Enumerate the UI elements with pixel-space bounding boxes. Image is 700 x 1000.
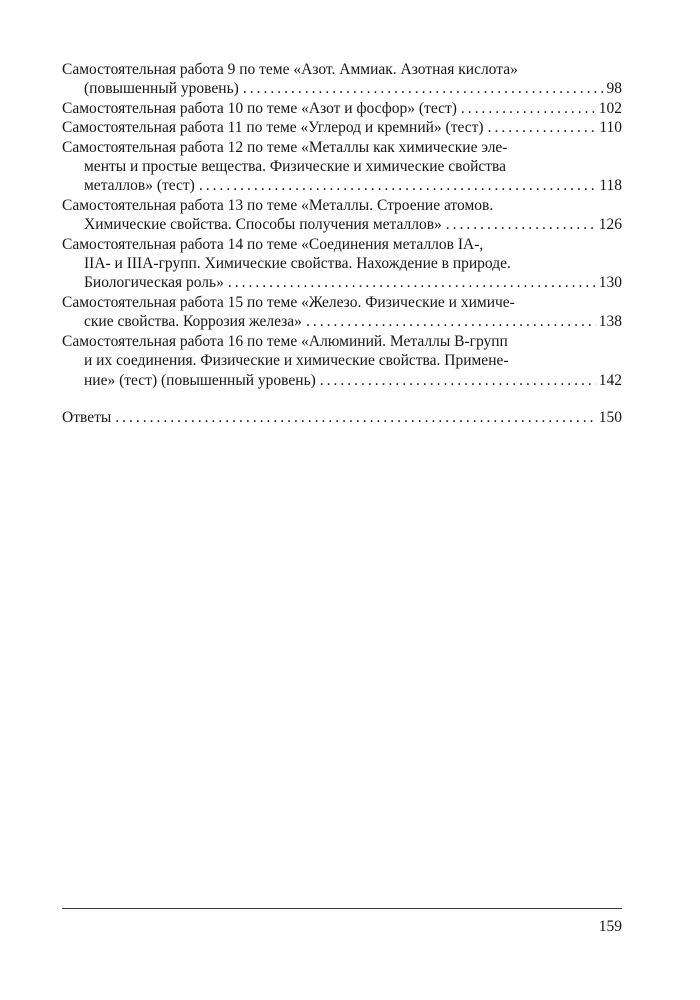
toc-page-number: 130	[598, 274, 622, 292]
toc-page-number: 150	[598, 408, 622, 426]
toc-page-number: 126	[598, 216, 622, 234]
toc-entry-text: Самостоятельная работа 13 по теме «Металлы. Строение атомов.	[62, 196, 494, 214]
toc-entry-text: Самостоятельная работа 10 по теме «Азот и фосфор» (тест)	[62, 99, 457, 117]
toc-line	[62, 351, 622, 370]
toc-entry	[62, 138, 622, 196]
dot-leader	[446, 215, 596, 234]
toc-entry	[62, 332, 622, 390]
toc-page-number: 102	[598, 99, 622, 117]
toc-line	[62, 408, 622, 427]
page-footer	[62, 908, 622, 936]
dot-leader	[320, 371, 596, 390]
toc-page-number: 138	[598, 313, 622, 331]
toc-entry	[62, 408, 622, 427]
toc-line	[62, 312, 622, 331]
toc-entry-text: Самостоятельная работа 12 по теме «Металлы как химические эле-	[62, 138, 508, 156]
toc-line	[62, 118, 622, 137]
page-number: 159	[598, 918, 622, 935]
toc-entry	[62, 235, 622, 293]
toc-entry-text: Ответы	[62, 408, 112, 426]
toc-line	[62, 157, 622, 176]
toc-line	[62, 235, 622, 254]
toc-entry	[62, 118, 622, 137]
footer-rule	[62, 908, 622, 909]
toc-entry-text: Биологическая роль»	[84, 274, 224, 292]
toc-line	[62, 215, 622, 234]
toc-entry	[62, 60, 622, 99]
toc-line	[62, 371, 622, 390]
toc-entry-text: менты и простые вещества. Физические и химические свойства	[84, 158, 507, 176]
toc-line	[62, 196, 622, 215]
toc-line	[62, 254, 622, 273]
toc-entry-text: Самостоятельная работа 16 по теме «Алюминий. Металлы B-групп	[62, 332, 508, 350]
dot-leader	[228, 273, 596, 292]
toc-line	[62, 60, 622, 79]
dot-leader	[306, 312, 596, 331]
toc-entry-text: Самостоятельная работа 15 по теме «Железо. Физические и химиче-	[62, 293, 515, 311]
dot-leader	[488, 118, 597, 137]
table-of-contents	[62, 60, 622, 427]
toc-line	[62, 79, 622, 98]
toc-line	[62, 273, 622, 292]
toc-entry-text: Самостоятельная работа 9 по теме «Азот. Аммиак. Азотная кислота»	[62, 61, 518, 78]
dot-leader	[461, 99, 596, 118]
toc-page-number: 110	[599, 119, 622, 137]
toc-entry	[62, 196, 622, 235]
toc-line	[62, 293, 622, 312]
toc-line	[62, 332, 622, 351]
toc-entry-text: металлов» (тест)	[84, 177, 195, 195]
toc-entry-text: Самостоятельная работа 11 по теме «Углерод и кремний» (тест)	[62, 119, 484, 137]
dot-leader	[199, 176, 596, 195]
dot-leader	[243, 79, 604, 98]
toc-entry-text: Самостоятельная работа 14 по теме «Соединения металлов IA-,	[62, 235, 484, 253]
toc-line	[62, 99, 622, 118]
toc-entry-text: (повышенный уровень)	[84, 80, 239, 98]
toc-entry	[62, 99, 622, 118]
toc-entry-text: IIА- и IIIА-групп. Химические свойства. Нахождение в природе.	[84, 255, 511, 273]
toc-entry-text: и их соединения. Физические и химические свойства. Примене-	[84, 352, 509, 370]
toc-entry	[62, 293, 622, 332]
toc-entry-text: ские свойства. Коррозия железа»	[84, 313, 302, 331]
toc-line	[62, 138, 622, 157]
toc-entry-text: Химические свойства. Способы получения металлов»	[84, 216, 442, 234]
toc-line	[62, 176, 622, 195]
dot-leader	[115, 408, 595, 427]
toc-page-number: 118	[599, 177, 622, 195]
toc-page-number: 142	[598, 371, 622, 389]
toc-entry-text: ние» (тест) (повышенный уровень)	[84, 371, 316, 389]
toc-page-number: 98	[606, 80, 622, 98]
